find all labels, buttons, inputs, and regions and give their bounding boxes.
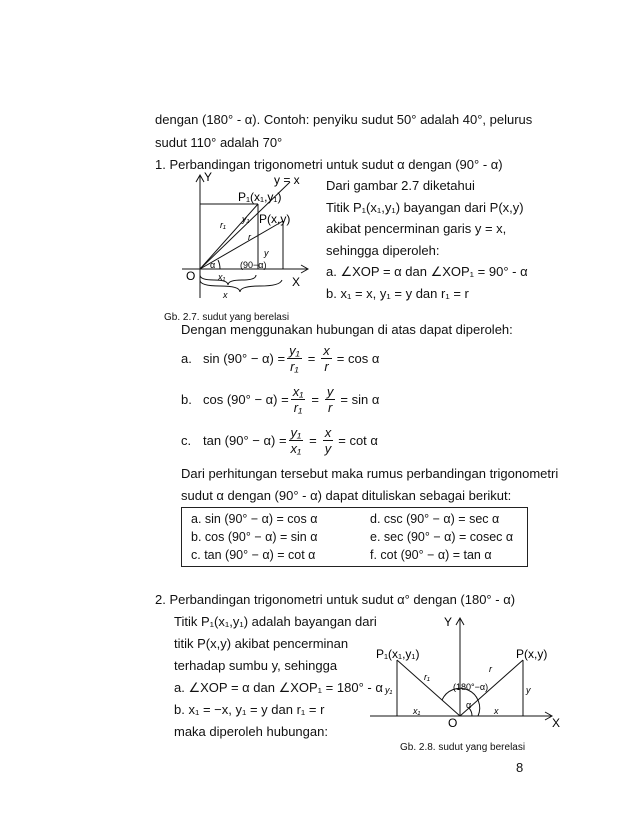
fig2-label-Y: Y [444,615,453,629]
identity-f: f. cot (90° − α) = tan α [370,548,492,562]
fig1-text-5: a. ∠XOP = α dan ∠XOP₁ = 90° - α [326,264,528,279]
fig1-label-y-eq-x: y = x [274,173,300,187]
eq-b-label: b. [181,391,192,407]
fig1-text-3: akibat pencerminan garis y = x, [326,221,507,236]
fig1-label-alpha: α [210,260,216,270]
fig1-text-6: b. x₁ = x, y₁ = y dan r₁ = r [326,286,469,301]
sec2-text-2: titik P(x,y) akibat pencerminan [174,636,349,651]
fig2-caption: Gb. 2.8. sudut yang berelasi [400,742,526,753]
brace-x [200,280,282,292]
line-OP1 [397,660,460,716]
eq-b-eq: = [311,391,319,407]
fig1-label-r: r [248,232,251,242]
fig1-label-x: x [223,290,228,300]
eq-b-frac-2: $\frac{y}{r}$ [326,383,334,415]
fig2-label-P: P(x,y) [516,647,548,661]
fig1-label-90-alpha: (90−α) [240,260,267,270]
fig2-label-y: y [526,685,531,695]
intro-line-1: dengan (180° - α). Contoh: penyiku sudut 50° adalah 40°, pelurus [155,112,533,127]
fig1-label-P1: P₁(x₁,y₁) [238,190,282,204]
eq-c-label: c. [181,432,192,448]
identity-e: e. sec (90° − α) = cosec α [370,530,514,544]
eq-a-frac-2: $\frac{x}{r}$ [323,342,330,374]
page-number: 8 [516,760,524,775]
identity-c: c. tan (90° − α) = cot α [191,548,316,562]
fig1-label-x1: x₁ [218,272,226,282]
fig2-label-O: O [448,716,458,730]
sec2-text-6: maka diperoleh hubungan: [174,724,328,739]
eq-a-rhs: = cos α [336,350,380,366]
figure-2-8 [370,610,578,730]
fig1-caption: Gb. 2.7. sudut yang berelasi [164,312,290,323]
fig1-label-y1: y₁ [242,214,250,224]
angle-180-alpha-arc [442,688,480,716]
figure-2-7 [160,170,320,310]
fig1-label-P: P(x,y) [259,212,291,226]
intro-line-2: sudut 110° adalah 70° [155,135,283,150]
fig2-label-alpha: α [466,700,472,710]
fig2-label-x1: x₁ [413,706,421,716]
eq-a-lhs: sin (90° − α) = [203,350,286,366]
fig2-label-r1: r₁ [424,672,430,682]
eq-c-eq: = [309,432,317,448]
sec2-text-5: b. x₁ = −x, y₁ = y dan r₁ = r [174,702,325,717]
angle-alpha-arc [218,260,220,269]
fig1-text-2: Titik P₁(x₁,y₁) bayangan dari P(x,y) [326,200,524,215]
fig2-label-P1: P₁(x₁,y₁) [376,647,420,661]
identity-d: d. csc (90° − α) = sec α [370,512,500,526]
equation-b [181,381,379,417]
eq-a-eq: = [307,350,316,366]
section-2-heading: 2. Perbandingan trigonometri untuk sudut α° dengan (180° - α) [155,592,516,607]
section-1-heading: 1. Perbandingan trigonometri untuk sudut α dengan (90° - α) [155,157,503,172]
equation-a [181,340,379,376]
identity-b: b. cos (90° − α) = sin α [191,530,318,544]
brace-x1 [200,275,256,285]
fig1-text-1: Dari gambar 2.7 diketahui [326,178,475,193]
fig1-label-Y: Y [204,170,213,184]
fig2-label-r: r [489,664,492,674]
fig2-label-x: x [494,706,499,716]
section-1-intro: Dengan menggunakan hubungan di atas dapat diperoleh: [181,322,513,337]
eq-c-rhs: = cot α [338,432,378,448]
eq-b-frac-1: $\frac{\text{x₁}}{\text{r₁}}$ [292,383,304,415]
eq-c-frac-2: $\frac{x}{y}$ [324,424,332,456]
fig2-label-y1: y₁ [385,685,393,695]
sec2-text-1: Titik P₁(x₁,y₁) adalah bayangan dari [174,614,377,629]
eq-b-rhs: = sin α [340,391,380,407]
equation-c [181,422,378,458]
eq-b-lhs: cos (90° − α) = [203,391,289,407]
sec2-text-3: terhadap sumbu y, sehingga [174,658,338,673]
eq-c-frac-1: $\frac{\text{y₁}}{\text{x₁}}$ [290,424,302,456]
fig1-text-4: sehingga diperoleh: [326,243,440,258]
fig1-label-O: O [186,269,196,283]
fig1-label-r1: r₁ [220,220,226,230]
identity-a: a. sin (90° − α) = cos α [191,512,318,526]
fig1-label-X: X [292,275,301,289]
eq-a-frac-1: $\frac{\text{y₁}}{\text{r₁}}$ [289,342,300,374]
fig1-label-y: y [264,248,269,258]
eq-a-label: a. [181,350,192,366]
fig2-label-X: X [552,716,561,730]
sec2-text-4: a. ∠XOP = α dan ∠XOP₁ = 180° - α [174,680,383,695]
summary-line-2: sudut α dengan (90° - α) dapat dituliskan sebagai berikut: [181,488,512,503]
eq-c-lhs: tan (90° − α) = [203,432,287,448]
summary-line-1: Dari perhitungan tersebut maka rumus perbandingan trigonometri [181,466,559,481]
fig2-label-180-alpha: (180°−α) [453,682,489,692]
